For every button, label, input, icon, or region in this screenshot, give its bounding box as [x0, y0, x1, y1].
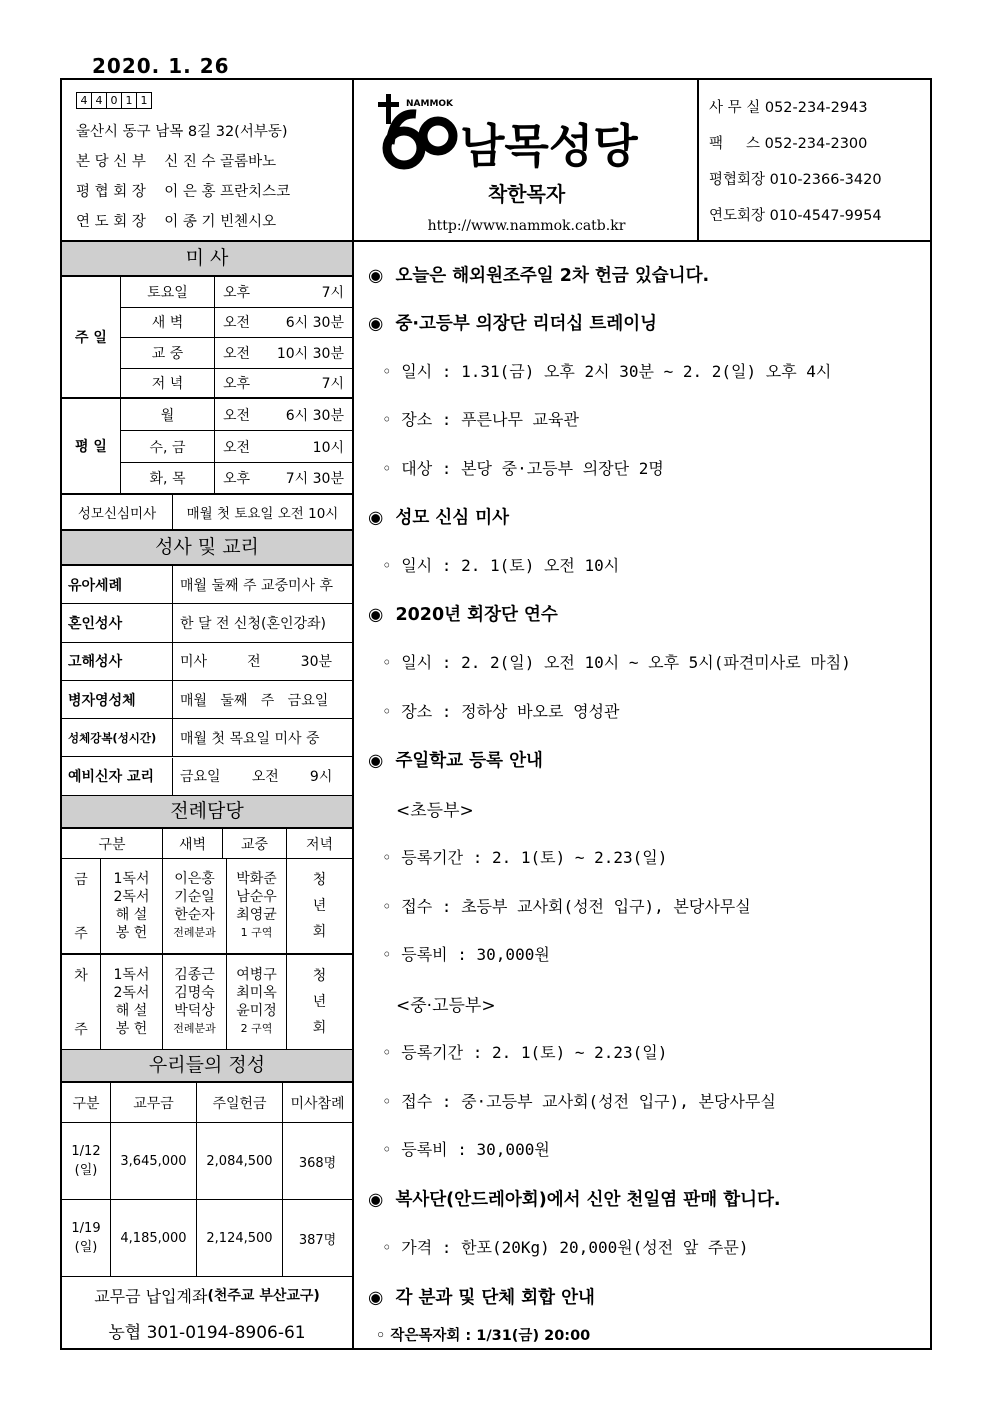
- mass-hour: 10시 30분: [276, 345, 344, 362]
- mass-ampm: 오전: [223, 407, 251, 424]
- mass-time: [214, 338, 352, 369]
- liturgy-role: 1독서: [113, 967, 150, 983]
- notice-group: <중·고등부>: [396, 996, 496, 1016]
- notice-sub: ◦ 등록비 : 30,000원: [382, 1140, 550, 1159]
- postal-digit: 1: [121, 92, 137, 109]
- mass-hour: 7시 30분: [285, 471, 344, 487]
- offering-attendance: 387명: [282, 1200, 352, 1277]
- mass-time: [214, 431, 352, 463]
- offering-date: [62, 1123, 110, 1200]
- mass-time: [214, 277, 352, 308]
- notice-sub: ◦ 등록기간 : 2. 1(토) ~ 2.23(일): [382, 1043, 668, 1062]
- mass-day: 저 녁: [120, 369, 214, 400]
- liturgy-roles: [100, 859, 162, 955]
- offering-dues: 3,645,000: [110, 1123, 196, 1200]
- offering-date-value: 1/12: [71, 1144, 101, 1159]
- liturgy-role: 1독서: [113, 871, 150, 887]
- offering-attendance: 368명: [282, 1123, 352, 1200]
- liturgy-title: 전례담당: [62, 796, 352, 829]
- offering-title: 우리들의 정성: [62, 1050, 352, 1083]
- parish-logo-block: [354, 80, 699, 242]
- notice-sub: ◦ 등록비 : 30,000원: [382, 945, 550, 964]
- mass-hour: 7시: [321, 284, 344, 301]
- notice-sub: ◦ 일시 : 2. 1(토) 오전 10시: [382, 556, 620, 575]
- offering-date-day: (일): [74, 1240, 98, 1255]
- week-label: [62, 955, 100, 1051]
- liturgy-name: 박화준: [236, 871, 277, 887]
- mass-ampm: 오전: [223, 439, 251, 456]
- liturgy-header: 교중: [222, 829, 286, 859]
- notice-head: ◉ 복사단(안드레아회)에서 신안 천일염 판매 합니다.: [368, 1190, 781, 1210]
- offering-date: [62, 1200, 110, 1277]
- fax-number: 팩 스 052-234-2300: [709, 136, 868, 152]
- notice-sub: ◦ 가격 : 한포(20Kg) 20,000원(성전 앞 주문): [382, 1238, 749, 1257]
- mass-hour: 7시: [321, 375, 344, 392]
- bulletin-date: 2020. 1. 26: [92, 54, 230, 78]
- sacrament-value: 매월 첫 목요일 미사 중: [172, 719, 352, 757]
- sacrament-value: 금요일 오전 9시: [172, 758, 352, 796]
- liturgy-evening-char: 년: [312, 898, 327, 914]
- postal-digit: 4: [76, 92, 92, 109]
- sacrament-value: 한 달 전 신청(혼인강좌): [172, 604, 352, 642]
- mass-hour: 6시 30분: [285, 407, 344, 424]
- office-phone: 사 무 실 052-234-2943: [709, 100, 868, 116]
- parish-logo: [376, 92, 676, 172]
- offering-header: 구분: [62, 1083, 110, 1123]
- liturgy-dawn-names: [162, 859, 226, 955]
- liturgy-main-names: [226, 955, 286, 1051]
- liturgy-main-names: [226, 859, 286, 955]
- liturgy-dawn-names: [162, 955, 226, 1051]
- liturgy-name: 한순자: [174, 907, 215, 923]
- weekday-label: 평 일: [62, 399, 120, 495]
- notice-sub: ◦ 접수 : 초등부 교사회(성전 입구), 본당사무실: [382, 897, 751, 916]
- sacrament-label: 성체강복(성시간): [62, 719, 172, 757]
- mass-time: [214, 463, 352, 495]
- offering-collection: 2,084,500: [196, 1123, 282, 1200]
- liturgy-role: 해 설: [115, 1003, 148, 1019]
- liturgy-header: 저녁: [286, 829, 352, 859]
- week-label-bottom: 주: [74, 1022, 88, 1038]
- week-label-bottom: 주: [74, 926, 88, 942]
- offering-date-value: 1/19: [71, 1221, 101, 1236]
- mass-day: 새 벽: [120, 308, 214, 339]
- left-column: [62, 242, 354, 1350]
- liturgy-name: 남순우: [236, 889, 277, 905]
- dues-account-label: [62, 1277, 352, 1313]
- liturgy-name: 1 구역: [240, 926, 273, 939]
- account-diocese: (천주교 부산교구): [207, 1288, 320, 1304]
- offering-header: 교무금: [110, 1083, 196, 1123]
- sacrament-label: 예비신자 교리: [62, 758, 172, 796]
- liturgy-name: 전례분과: [173, 926, 216, 939]
- sacrament-value: 미사 전 30분: [172, 643, 352, 681]
- liturgy-name: 윤미정: [236, 1003, 277, 1019]
- mass-time: [214, 308, 352, 339]
- liturgy-evening: [286, 955, 352, 1051]
- liturgy-evening-char: 년: [312, 994, 327, 1010]
- mass-hour: 6시 30분: [285, 315, 344, 332]
- notice-group: <초등부>: [396, 801, 474, 821]
- mass-time: [214, 399, 352, 431]
- liturgy-evening-char: 회: [312, 1020, 327, 1036]
- parish-priest: 본 당 신 부 신 진 수 골롬바노: [76, 154, 277, 170]
- offering-dues: 4,185,000: [110, 1200, 196, 1277]
- sacrament-label: 유아세례: [62, 566, 172, 604]
- notice-sub: ◦ 접수 : 중·고등부 교사회(성전 입구), 본당사무실: [382, 1092, 776, 1111]
- mass-day: 월: [120, 399, 214, 431]
- sacrament-value: 매월 둘째 주 교중미사 후: [172, 566, 352, 604]
- mass-title: 미 사: [62, 242, 352, 277]
- marian-mass-label: 성모신심미사: [62, 495, 172, 531]
- logo-parish-name: 남목성당: [460, 119, 638, 172]
- account-label: 교무금 납입계좌: [94, 1286, 208, 1306]
- liturgy-name: 여병구: [236, 967, 277, 983]
- notice-head: ◉ 각 분과 및 단체 회합 안내: [368, 1288, 595, 1308]
- liturgy-evening-char: 회: [312, 924, 327, 940]
- notice-head: ◉ 주일학교 등록 안내: [368, 751, 543, 771]
- postal-digit: 0: [106, 92, 122, 109]
- mass-day: 교 중: [120, 338, 214, 369]
- liturgy-name: 김명숙: [174, 985, 215, 1001]
- sacrament-label: 혼인성사: [62, 604, 172, 642]
- notice-sub: ◦ 대상 : 본당 중·고등부 의장단 2명: [382, 459, 664, 478]
- mass-day: 화, 목: [120, 463, 214, 495]
- liturgy-evening-char: 청: [312, 872, 327, 888]
- mass-time: [214, 369, 352, 400]
- offering-date-day: (일): [74, 1163, 98, 1178]
- notice-head: ◉ 2020년 회장단 연수: [368, 605, 558, 625]
- logo-small-text: NAMMOK: [406, 99, 454, 109]
- liturgy-role: 봉 헌: [115, 925, 148, 941]
- liturgy-name: 2 구역: [240, 1022, 273, 1035]
- liturgy-name: 박덕상: [174, 1003, 215, 1019]
- liturgy-header: 구분: [62, 829, 162, 859]
- mass-ampm: 오전: [223, 315, 251, 332]
- mass-ampm: 오후: [223, 284, 251, 301]
- liturgy-role: 2독서: [113, 985, 150, 1001]
- mass-day: 토요일: [120, 277, 214, 308]
- notice-sub: ◦ 장소 : 정하상 바오로 영성관: [382, 702, 620, 721]
- liturgy-role: 해 설: [115, 907, 148, 923]
- liturgy-name: 이은홍: [174, 871, 215, 887]
- prayer-phone: 연도회장 010-4547-9954: [709, 208, 882, 224]
- week-label-top: 금: [74, 872, 88, 888]
- postal-digit: 1: [136, 92, 152, 109]
- liturgy-evening-char: 청: [312, 968, 327, 984]
- mass-day: 수, 금: [120, 431, 214, 463]
- notice-sub: ◦ 일시 : 2. 2(일) 오전 10시 ~ 오후 5시(파견미사로 마침): [382, 653, 851, 672]
- offering-header: 미사참례: [282, 1083, 352, 1123]
- parish-address: 울산시 동구 남목 8길 32(서부동): [76, 124, 288, 140]
- week-label: [62, 859, 100, 955]
- liturgy-header: 새벽: [162, 829, 222, 859]
- parish-url[interactable]: http://www.nammok.catb.kr: [427, 218, 626, 234]
- liturgy-name: 김종근: [174, 967, 215, 983]
- liturgy-name: 최미옥: [236, 985, 277, 1001]
- marian-mass-time: 매월 첫 토요일 오전 10시: [172, 495, 352, 531]
- postal-digit: 4: [91, 92, 107, 109]
- notice-sub: ◦ 장소 : 푸른나무 교육관: [382, 410, 579, 429]
- notice-sub: ◦ 등록기간 : 2. 1(토) ~ 2.23(일): [382, 848, 668, 867]
- sunday-title: 착한목자: [487, 182, 566, 206]
- bulletin-frame: [60, 78, 932, 1350]
- notice-small: ◦ 작은목자회 : 1/31(금) 20:00: [376, 1328, 591, 1344]
- notice-head: ◉ 성모 신심 미사: [368, 508, 510, 528]
- liturgy-name: 최영균: [236, 907, 277, 923]
- liturgy-role: 봉 헌: [115, 1021, 148, 1037]
- mass-ampm: 오후: [223, 375, 251, 392]
- sacrament-value: 매월 둘째 주 금요일: [172, 681, 352, 719]
- offering-header: 주일헌금: [196, 1083, 282, 1123]
- offering-collection: 2,124,500: [196, 1200, 282, 1277]
- council-phone: 평협회장 010-2366-3420: [709, 172, 882, 188]
- mass-hour: 10시: [312, 439, 344, 456]
- liturgy-roles: [100, 955, 162, 1051]
- week-label-top: 차: [74, 968, 88, 984]
- postal-code: [76, 92, 151, 109]
- contact-info: [699, 80, 932, 242]
- account-number: 농협 301-0194-8906-61: [108, 1322, 306, 1343]
- prayer-president: 연 도 회 장 이 종 기 빈첸시오: [76, 214, 277, 230]
- liturgy-name: 전례분과: [173, 1022, 216, 1035]
- sacraments-title: 성사 및 교리: [62, 531, 352, 566]
- mass-ampm: 오후: [223, 471, 251, 487]
- liturgy-evening: [286, 859, 352, 955]
- notice-sub: ◦ 일시 : 1.31(금) 오후 2시 30분 ~ 2. 2(일) 오후 4시: [382, 362, 832, 381]
- council-president: 평 협 회 장 이 은 홍 프란치스코: [76, 184, 291, 200]
- parish-info: [62, 80, 354, 242]
- liturgy-role: 2독서: [113, 889, 150, 905]
- mass-ampm: 오전: [223, 345, 251, 362]
- sacrament-label: 고해성사: [62, 643, 172, 681]
- notice-head: ◉ 중·고등부 의장단 리더십 트레이닝: [368, 314, 658, 334]
- notice-head: ◉ 오늘은 해외원조주일 2차 헌금 있습니다.: [368, 266, 710, 286]
- sacrament-label: 병자영성체: [62, 681, 172, 719]
- sunday-label: 주 일: [62, 277, 120, 399]
- liturgy-name: 기순일: [174, 889, 215, 905]
